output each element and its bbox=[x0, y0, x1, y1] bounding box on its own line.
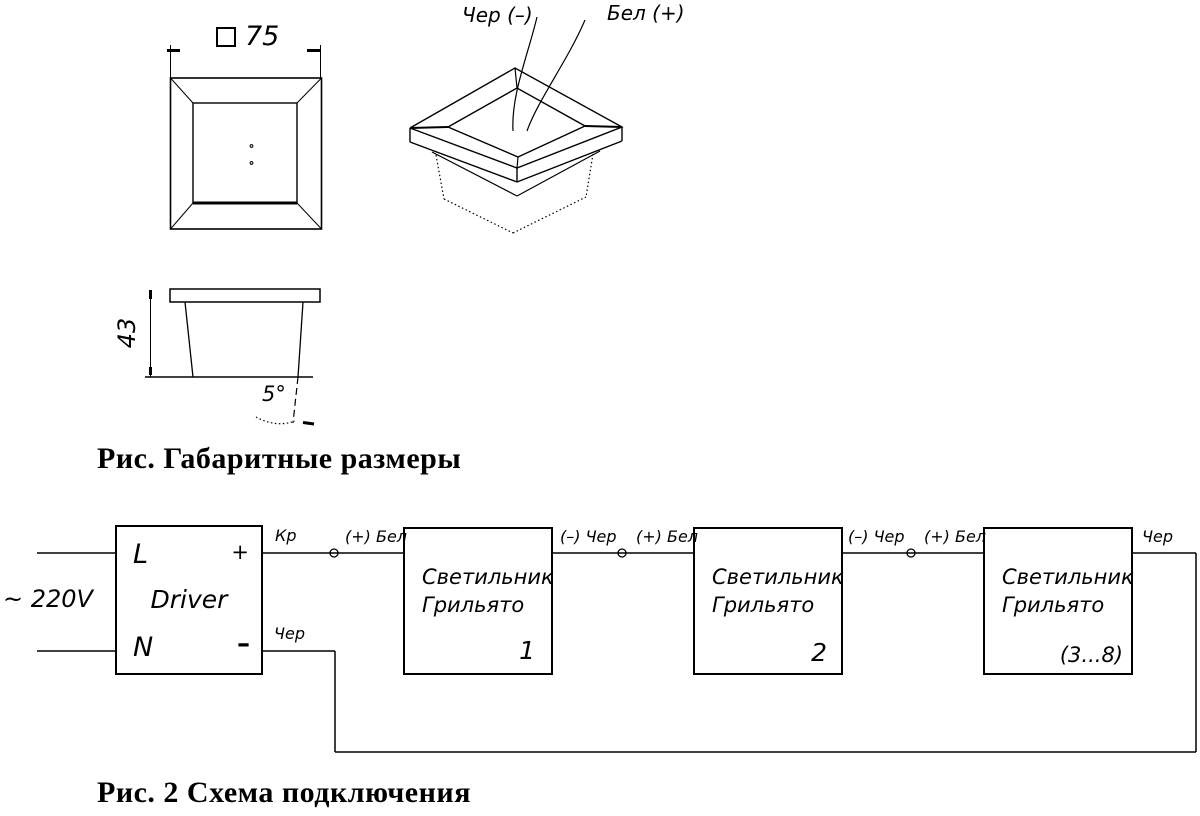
wire-label-minus-cher-2: (–) Чер bbox=[848, 527, 905, 546]
luminaire2-name-line2: Грильято bbox=[712, 593, 815, 617]
luminaire3-name-line1: Светильник bbox=[1002, 565, 1134, 589]
width-dimension bbox=[216, 23, 279, 50]
wire-label-plus-bel-3: (+) Бел bbox=[924, 527, 987, 546]
luminaire-box-1 bbox=[403, 527, 553, 675]
luminaire1-name-line2: Грильято bbox=[422, 593, 525, 617]
perspective-view-drawing bbox=[400, 0, 650, 245]
luminaire3-name-line2: Грильято bbox=[1002, 593, 1105, 617]
driver-terminal-n: N bbox=[133, 632, 154, 663]
black-wire-callout: Чер (–) bbox=[462, 3, 533, 27]
wire-label-cher-out: Чер bbox=[1142, 527, 1173, 546]
angle-arc bbox=[256, 417, 295, 424]
wire-label-kr: Кр bbox=[275, 526, 297, 545]
driver-terminal-minus: – bbox=[237, 629, 250, 659]
wire-label-plus-bel-2: (+) Бел bbox=[636, 527, 699, 546]
luminaire2-number: 2 bbox=[811, 638, 827, 667]
driver-title: Driver bbox=[150, 585, 228, 614]
width-dimension-value: 75 bbox=[245, 21, 280, 52]
luminaire1-number: 1 bbox=[519, 636, 535, 665]
luminaire-box-2 bbox=[693, 527, 843, 675]
figure2-caption: Рис. 2 Схема подключения bbox=[97, 776, 471, 809]
mains-voltage-label: ~ 220V bbox=[3, 585, 93, 613]
draft-angle-value: 5° bbox=[262, 382, 286, 406]
side-view-drawing bbox=[108, 280, 338, 430]
wire-label-plus-bel-1: (+) Бел bbox=[345, 527, 408, 546]
figure1-caption: Рис. Габаритные размеры bbox=[97, 442, 462, 475]
angle-dashed-line bbox=[293, 377, 298, 423]
luminaire1-name-line1: Светильник bbox=[422, 565, 554, 589]
driver-terminal-plus: + bbox=[231, 540, 249, 564]
leader-white-wire bbox=[527, 20, 585, 131]
luminaire2-name-line1: Светильник bbox=[712, 565, 844, 589]
luminaire3-number: (3...8) bbox=[1059, 643, 1123, 667]
height-dimension-value: 43 bbox=[113, 317, 141, 349]
wire-label-minus-cher-1: (–) Чер bbox=[560, 527, 617, 546]
driver-box bbox=[115, 525, 263, 675]
luminaire-box-3 bbox=[983, 527, 1133, 675]
front-inner-square bbox=[193, 103, 297, 203]
white-wire-callout: Бел (+) bbox=[607, 1, 685, 25]
wire-label-cher-minus: Чер bbox=[274, 624, 305, 643]
square-dimension-icon bbox=[216, 27, 236, 47]
driver-terminal-l: L bbox=[133, 539, 149, 570]
